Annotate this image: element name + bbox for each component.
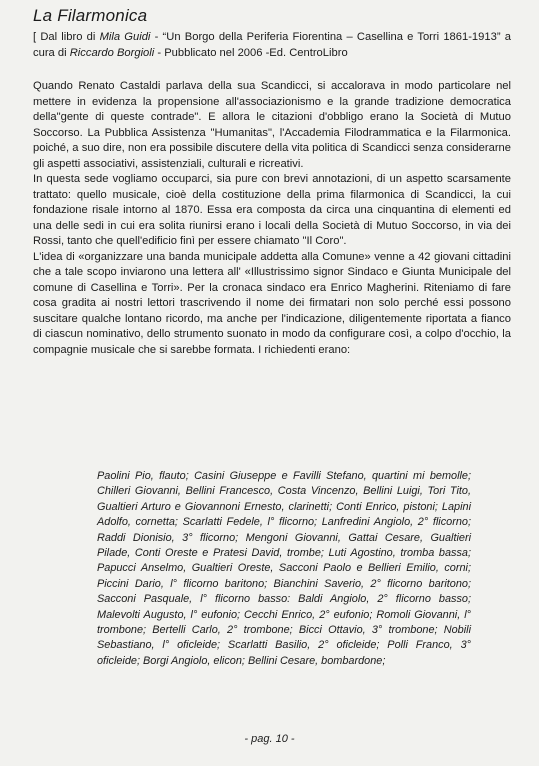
page-number: - pag. 10 - xyxy=(244,733,295,745)
paragraph: In questa sede vogliamo occuparci, sia pure con brevi annotazioni, di un aspetto scarsamente trattato: quello musicale, cioè della costituzione della prima filarmonica di Scandicci, la cui fondazione risale intorno al 1870. Essa era composta da circa una cinquantina di elementi ed una delle sedi in cui era solita riunirsi erano i locali della Società di Mutuo Soccorso, in via dei Rossi, tanto che quell'edificio finì per essere chiamato "Il Coro". xyxy=(33,173,511,247)
paragraph: Quando Renato Castaldi parlava della sua Scandicci, si accalorava in modo particolare nel mettere in evidenza la propensione all'associazionismo e la grande tradizione democratica della"gente di queste contrade". E allora le citazioni d'obbligo erano la Società di Mutuo Soccorso. La Pubblica Assistenza "Humanitas", l'Accademia Filodrammatica e la Filarmonica. poiché, a suo dire, non era possibile discutere della vita politica di Scandicci senza considerarne gli aspetti associativi, assistenziali, culturali e ricreativi. xyxy=(33,80,511,170)
source-citation xyxy=(33,30,511,61)
article-body xyxy=(33,79,511,358)
citation-editor: Riccardo Borgioli xyxy=(69,46,155,59)
paragraph: L'idea di «organizzare una banda municipale addetta alla Comune» venne a 42 giovani cittadini che a tale scopo inviarono una lettera all' «Illustrissimo signor Sindaco e Giunta Municipale del comune di Casellina e Torri». Per la cronaca sindaco era Enrico Magherini. Riteniamo di fare cosa gradita ai nostri lettori trascrivendo il nome dei firmatari non solo perché essi possono suscitare qualche lontano ricordo, ma anche per l'indicazione, diligentemente riportata a fianco di ciascun nominativo, dello strumento suonato in modo da configurare così, a colpo d'occhio, la compagnie musicale che si sarebbe formata. I richiedenti erano: xyxy=(33,250,511,356)
citation-suffix: - Pubblicato nel 2006 -Ed. CentroLibro xyxy=(154,46,348,59)
citation-author: Mila Guidi xyxy=(99,31,151,43)
citation-book-title: - “Un Borgo della Periferia Fiorentina – Casellina e Torri 1861-1913” a cura di xyxy=(33,31,511,59)
citation-prefix: [ Dal libro di xyxy=(33,31,100,43)
page-title: La Filarmonica xyxy=(33,6,148,25)
signatories-list: Paolini Pio, flauto; Casini Giuseppe e Favilli Stefano, quartini mi bemolle; Chilleri Giovanni, Bellini Francesco, Costa Vincenzo, Bellini Luigi, Tori Tito, Gualtieri Arturo e Giovannoni Ernesto, clarinetti; Conti Enrico, pistoni; Lapini Adolfo, cornetta; Scarlatti Fedele, l° flicorno; Lanfredini Angiolo, 2° flicorno; Raddi Dionisio, 3° flicorno; Mengoni Giovanni, Gattai Cesare, Gualtieri Pilade, Conti Oreste e Pratesi David, trombe; Luti Agostino, tromba bassa; Papucci Anselmo, Gualtieri Oreste, Sacconi Paolo e Bellieri Emilio, corni; Piccini Dario, l° flicorno baritono; Bianchini Saverio, 2° flicorno baritono; Sacconi Pasquale, l° flicorno basso: Baldi Angiolo, 2° flicorno basso; Malevolti Augusto, l° eufonio; Cecchi Enrico, 2° eufonio; Romoli Giovanni, l° trombone; Bertelli Carlo, 2° trombone; Bicci Ottavio, 3° trombone; Nobili Sebastiano, l° oficleide; Scarlatti Basilio, 2° oficleide; Polli Franco, 3° oficleide; Borgi Angiolo, elicon; Bellini Cesare, bombardone; xyxy=(97,470,471,667)
